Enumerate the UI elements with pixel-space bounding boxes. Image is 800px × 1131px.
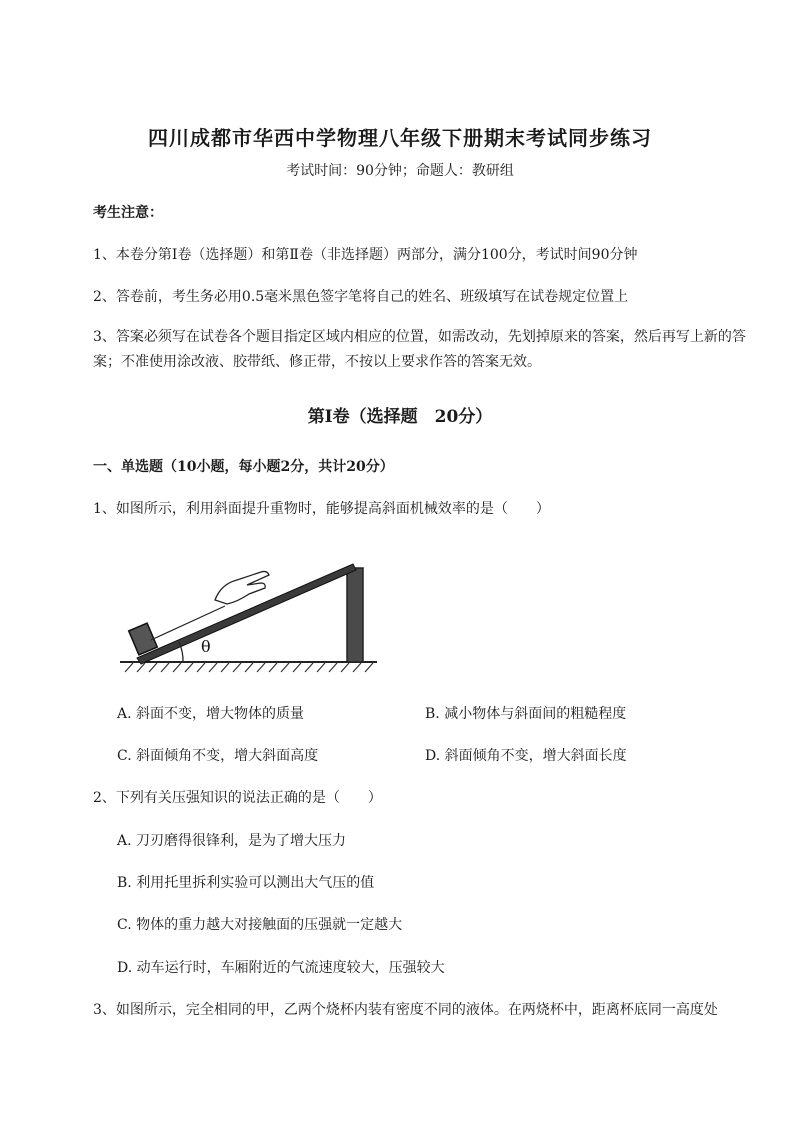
- ground-hatching: [125, 663, 373, 672]
- page-subtitle: 考试时间：90分钟；命题人：教研组: [286, 163, 514, 179]
- question-2-option-d[interactable]: D. 动车运行时，车厢附近的气流速度较大，压强较大: [117, 960, 445, 976]
- question-2-stem: 2、下列有关压强知识的说法正确的是（ ）: [93, 790, 382, 806]
- question-1-option-d[interactable]: D. 斜面倾角不变，增大斜面长度: [425, 748, 627, 764]
- question-group-title: 一、单选题（10小题，每小题2分，共计20分）: [93, 459, 394, 475]
- pull-rope: [151, 606, 225, 640]
- note-item-2: 2、答卷前，考生务必用0.5毫米黑色签字笔将自己的姓名、班级填写在试卷规定位置上: [93, 289, 629, 305]
- question-1-stem: 1、如图所示，利用斜面提升重物时，能够提高斜面机械效率的是（ ）: [93, 501, 550, 517]
- question-2-option-a[interactable]: A. 刀刃磨得很锋利，是为了增大压力: [117, 833, 347, 849]
- note-item-3: 3、答案必须写在试卷各个题目指定区域内相应的位置，如需改动，先划掉原来的答案，然后再写上新的答案；不准使用涂改液、胶带纸、修正带，不按以上要求作答的答案无效。: [93, 329, 746, 370]
- support-block: [347, 568, 363, 662]
- angle-label: θ: [201, 637, 211, 656]
- section-title: 第Ⅰ卷（选择题 20分）: [307, 407, 493, 427]
- question-3-stem: 3、如图所示，完全相同的甲，乙两个烧杯内装有密度不同的液体。在两烧杯中，距离杯底同一高度处: [93, 1002, 718, 1018]
- question-1-option-b[interactable]: B. 减小物体与斜面间的粗糙程度: [425, 706, 627, 722]
- note-item-1: 1、本卷分第Ⅰ卷（选择题）和第Ⅱ卷（非选择题）两部分，满分100分，考试时间90分钟: [93, 247, 638, 263]
- hand-icon: [215, 571, 269, 604]
- incline-board: [137, 564, 356, 664]
- question-1-option-c[interactable]: C. 斜面倾角不变，增大斜面高度: [117, 748, 319, 764]
- page-title: 四川成都市华西中学物理八年级下册期末考试同步练习: [148, 126, 652, 150]
- notes-heading: 考生注意：: [93, 205, 163, 221]
- incline-figure: [115, 540, 385, 675]
- question-1-option-a[interactable]: A. 斜面不变，增大物体的质量: [117, 706, 305, 722]
- question-2-option-c[interactable]: C. 物体的重力越大对接触面的压强就一定越大: [117, 917, 403, 933]
- question-2-option-b[interactable]: B. 利用托里拆利实验可以测出大气压的值: [117, 875, 375, 891]
